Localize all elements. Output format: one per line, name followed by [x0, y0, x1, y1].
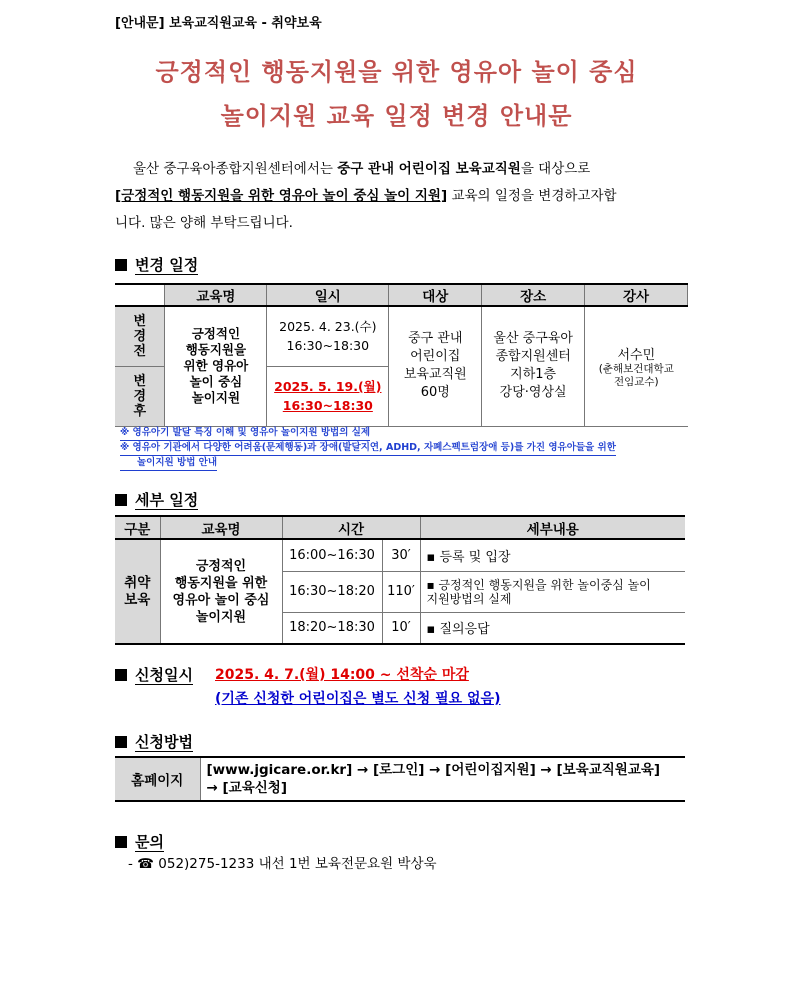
duration-1: 30′: [382, 539, 420, 571]
time-3: 18:20~18:30: [282, 612, 382, 644]
time-1: 16:00~16:30: [282, 539, 382, 571]
header-course: 교육명: [165, 284, 267, 306]
apply-info: [215, 664, 500, 708]
title-line-2: 놀이지원 교육 일정 변경 안내문: [220, 102, 573, 130]
place: 울산 중구육아 종합지원센터 지하1층 강당·영상실: [482, 306, 585, 426]
lecturer: 서수민 (춘해보건대학교 전임교수): [585, 306, 688, 426]
duration-3: 10′: [382, 612, 420, 644]
intro-text: 을 대상으로: [520, 161, 591, 177]
intro-course: [긍정적인 행동지원을 위한 영유아 놀이 중심 놀이 지원]: [115, 188, 448, 204]
content-2: ▪ 긍정적인 행동지원을 위한 놀이중심 놀이 지원방법의 실제: [420, 571, 685, 612]
header-target: 대상: [389, 284, 482, 306]
section-contact: 문의: [115, 831, 164, 852]
square-bullet-icon: [115, 836, 127, 848]
header-lecturer: 강사: [585, 284, 688, 306]
note-item: ※ 영유아기 발달 특징 이해 및 영유아 놀이지원 방법의 실제: [120, 426, 370, 441]
after-datetime: 2025. 5. 19.(월) 16:30~18:30: [267, 366, 389, 426]
intro-text: 교육의 일정을 변경하고자합: [447, 188, 617, 204]
content-1: ▪ 등록 및 입장: [420, 539, 685, 571]
intro-text: 니다. 많은 양해 부탁드립니다.: [115, 215, 293, 231]
section-detail-schedule: 세부 일정: [115, 489, 198, 510]
detail-schedule-table: [115, 515, 685, 645]
target: 중구 관내 어린이집 보육교직원 60명: [389, 306, 482, 426]
header-course: 교육명: [160, 516, 282, 539]
apply-note: (기존 신청한 어린이집은 별도 신청 필요 없음): [215, 691, 501, 707]
method-label: 홈페이지: [115, 757, 200, 801]
square-bullet-icon: [115, 494, 127, 506]
note-item: ※ 영유아 기관에서 다양한 어려움(문제행동)과 장애(발달지연, ADHD, 자폐스펙트럼장애 등)를 가진 영유아들을 위한: [120, 441, 616, 456]
square-bullet-icon: [115, 736, 127, 748]
course-name: 긍정적인 행동지원을 위한 영유아 놀이 중심 놀이지원: [165, 306, 267, 426]
square-bullet-icon: [115, 669, 127, 681]
section-change-schedule: 변경 일정: [115, 254, 198, 275]
note-item: 놀이지원 방법 안내: [120, 456, 217, 471]
header-category: 구분: [115, 516, 160, 539]
time-2: 16:30~18:20: [282, 571, 382, 612]
header-place: 장소: [482, 284, 585, 306]
contact-line: - ☎ 052)275-1233 내선 1번 보육전문요원 박상욱: [128, 856, 437, 872]
apply-method-table: [115, 756, 685, 802]
before-label: 변 경 전: [115, 306, 165, 366]
intro-paragraph: [115, 156, 685, 237]
header-content: 세부내용: [420, 516, 685, 539]
section-apply-method: 신청방법: [115, 731, 193, 752]
change-schedule-table: [115, 283, 688, 427]
content-3: ▪ 질의응답: [420, 612, 685, 644]
duration-2: 110′: [382, 571, 420, 612]
header-datetime: 일시: [267, 284, 389, 306]
title-line-1: 긍정적인 행동지원을 위한 영유아 놀이 중심: [155, 58, 638, 86]
course-name: 긍정적인 행동지원을 위한 영유아 놀이 중심 놀이지원: [160, 539, 282, 644]
section-apply-date: 신청일시: [115, 664, 193, 685]
square-bullet-icon: [115, 259, 127, 271]
intro-text: 울산 중구육아종합지원센터에서는: [133, 161, 338, 177]
apply-date: 2025. 4. 7.(월) 14:00 ~ 선착순 마감: [215, 667, 469, 683]
after-label: 변 경 후: [115, 366, 165, 426]
method-text[interactable]: [www.jgicare.or.kr] → [로그인] → [어린이집지원] → [보육교직원교육] → [교육신청]: [200, 757, 685, 801]
intro-target: 중구 관내 어린이집 보육교직원: [337, 161, 521, 177]
document-header: [안내문] 보육교직원교육 - 취약보육: [115, 16, 322, 31]
notes: [120, 426, 616, 471]
before-datetime: 2025. 4. 23.(수) 16:30~18:30: [267, 306, 389, 366]
header-time: 시간: [282, 516, 420, 539]
category: 취약 보육: [115, 539, 160, 644]
